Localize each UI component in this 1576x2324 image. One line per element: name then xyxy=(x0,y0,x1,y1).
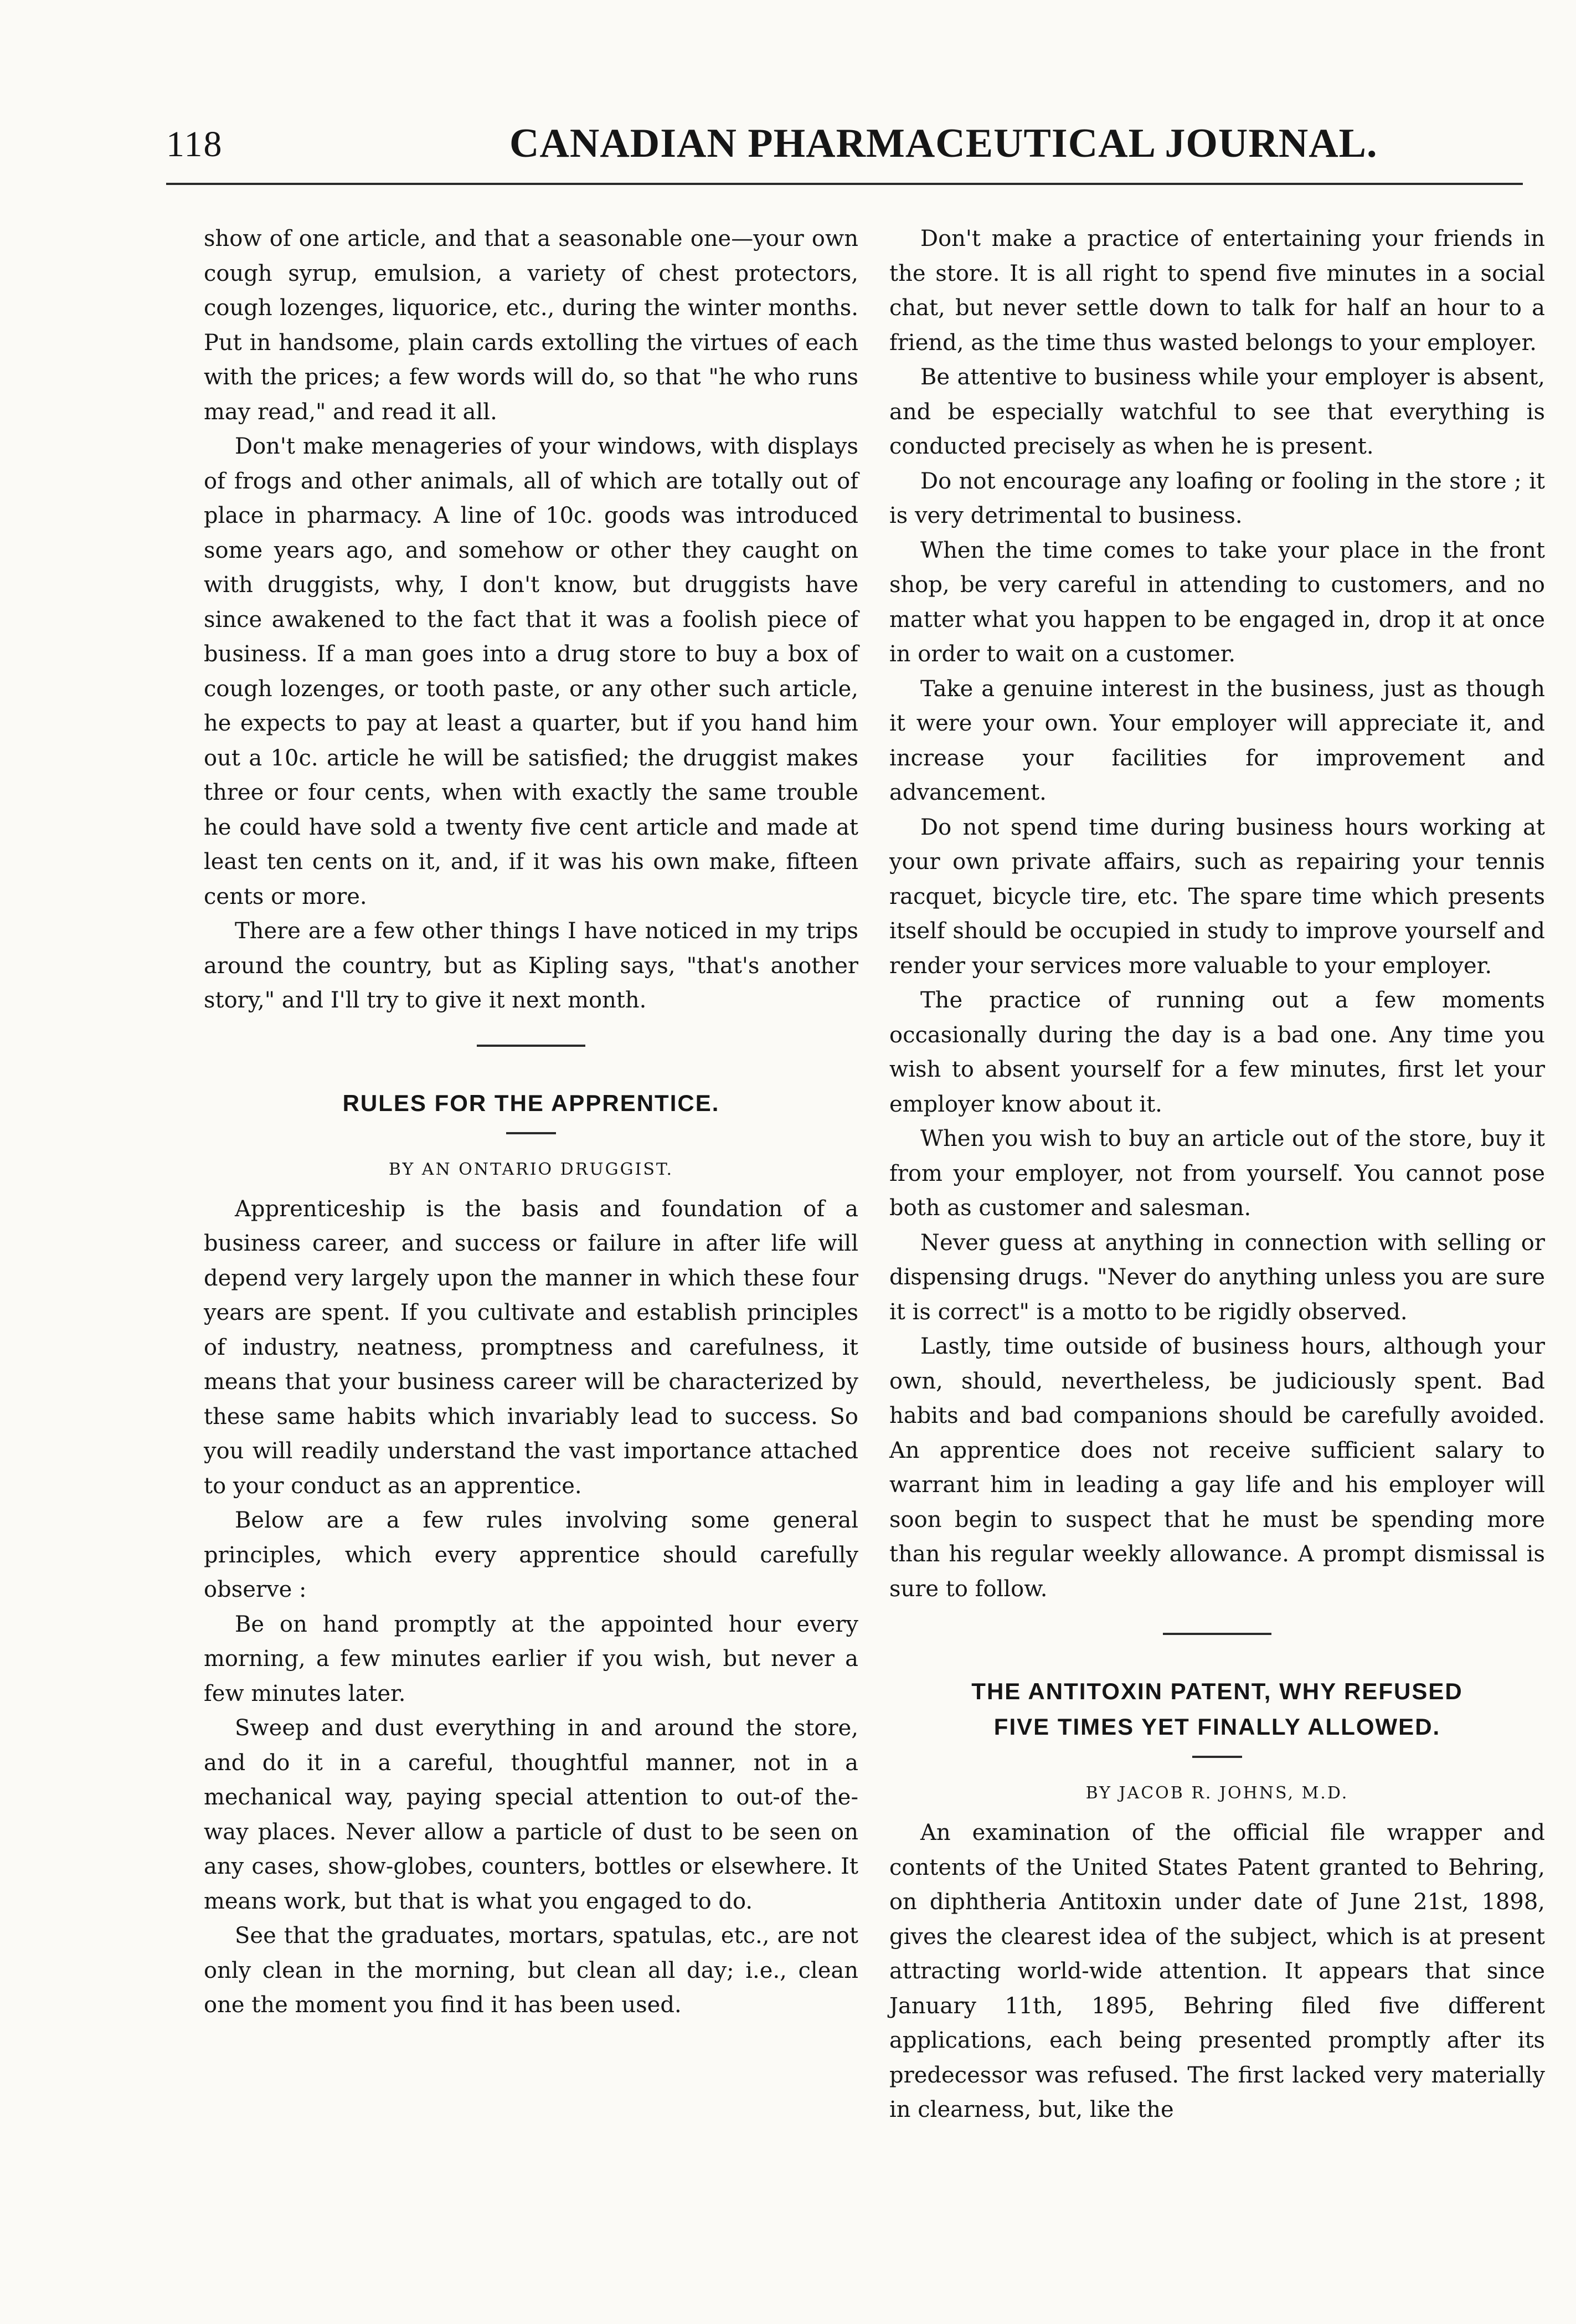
continued-paragraph: show of one article, and that a seasonable one—your own cough syrup, emulsion, a variety of chest protectors, cough lozenges, liquorice, etc., during the winter months. Put in handsome, plain cards extolling the virtues of each with the prices; a few words will do, so that "he who runs may read," and read it all. xyxy=(204,226,858,425)
article-paragraph: Do not spend time during business hours working at your own private affairs, such as repairing your tennis racquet, bicycle tire, etc. The spare time which presents itself should be occupied in study to improve yourself and render your services more valuable to your employer. xyxy=(889,814,1545,979)
article-paragraph: Lastly, time outside of business hours, although your own, should, nevertheless, be judiciously spent. Bad habits and bad companions should be carefully avoided. An apprentice does not receive sufficient salary to warrant him in leading a gay life and his employer will soon begin to suspect that he must be spending more than his regular weekly allowance. A prompt dismissal is sure to follow. xyxy=(889,1334,1545,1602)
article-title-line: THE ANTITOXIN PATENT, WHY REFUSED xyxy=(971,1678,1463,1704)
article-paragraph: The practice of running out a few moments occasionally during the day is a bad one. Any time you wish to absent yourself for a few minutes, first let your employer know about it. xyxy=(889,988,1545,1117)
continued-paragraph: Don't make menageries of your windows, with displays of frogs and other animals, all of which are totally out of place in pharmacy. A line of 10c. goods was introduced some years ago, and somehow or other they caught on with druggists, why, I don't know, but druggists have since awakened to the fact that it was a foolish piece of business. If a man goes into a drug store to buy a box of cough lozenges, or tooth paste, or any other such article, he expects to pay at least a quarter, but if you hand him out a 10c. article he will be satisfied; the druggist makes three or four cents, when with exactly the same trouble he could have sold a twenty five cent article and made at least ten cents on it, and, if it was his own make, fifteen cents or more. xyxy=(204,434,858,909)
article-paragraph: Take a genuine interest in the business, just as though it were your own. Your employer will appreciate it, and increase your facilities for improvement and advancement. xyxy=(889,676,1545,805)
article-paragraph: Sweep and dust everything in and around the store, and do it in a careful, thoughtful manner, not in a mechanical way, paying special attention to out-of the-way places. Never allow a particle of dust to be seen on any cases, show-globes, counters, bottles or elsewhere. It means work, but that is what you engaged to do. xyxy=(204,1715,858,1914)
article-paragraph: Be attentive to business while your employer is absent, and be especially watchful to see that everything is conducted precisely as when he is present. xyxy=(889,364,1545,459)
article-paragraph: Do not encourage any loafing or fooling in the store ; it is very detrimental to business. xyxy=(889,468,1545,528)
article-paragraph: See that the graduates, mortars, spatulas, etc., are not only clean in the morning, but clean all day; i.e., clean one the moment you find it has been used. xyxy=(204,1923,858,2018)
article-paragraph: Apprenticeship is the basis and foundation of a business career, and success or failure in after life will depend very largely upon the manner in which these four years are spent. If you cultivate and establish principles of industry, neatness, promptness and carefulness, it means that your business career will be characterized by these same habits which invariably lead to success. So you will readily understand the vast importance attached to your conduct as an apprentice. xyxy=(204,1196,858,1499)
article-title-line: FIVE TIMES YET FINALLY ALLOWED. xyxy=(993,1714,1441,1740)
title-underline xyxy=(506,1132,556,1134)
article-byline-apprentice: BY AN ONTARIO DRUGGIST. xyxy=(388,1159,674,1179)
left-column xyxy=(204,222,858,2023)
page-number: 118 xyxy=(166,124,223,164)
article-paragraph: Never guess at anything in connection with selling or dispensing drugs. "Never do anything unless you are sure it is correct" is a motto to be rigidly observed. xyxy=(889,1230,1545,1325)
article-paragraph: When you wish to buy an article out of the store, buy it from your employer, not from yourself. You cannot pose both as customer and salesman. xyxy=(889,1126,1545,1221)
section-divider xyxy=(477,1045,585,1047)
section-divider xyxy=(1163,1633,1271,1635)
article-paragraph: Be on hand promptly at the appointed hour every morning, a few minutes earlier if you wish, but never a few minutes later. xyxy=(204,1611,858,1706)
header-rule xyxy=(166,183,1523,185)
article-title-antitoxin xyxy=(889,1674,1545,1745)
article-byline-antitoxin: BY JACOB R. JOHNS, M.D. xyxy=(1085,1783,1349,1803)
right-column xyxy=(889,222,1545,2127)
journal-title: CANADIAN PHARMACEUTICAL JOURNAL. xyxy=(509,121,1378,166)
article-paragraph: When the time comes to take your place in the front shop, be very careful in attending to customers, and no matter what you happen to be engaged in, drop it at once in order to wait on a customer. xyxy=(889,537,1545,667)
article-title-apprentice: RULES FOR THE APPRENTICE. xyxy=(342,1089,720,1116)
continued-paragraph: There are a few other things I have noticed in my trips around the country, but as Kipling says, "that's another story," and I'll try to give it next month. xyxy=(204,918,858,1013)
article-paragraph: An examination of the official file wrapper and contents of the United States Patent granted to Behring, on diphtheria Antitoxin under date of June 21st, 1898, gives the clearest idea of the subject, which is at present attracting world-wide attention. It appears that since January 11th, 1895, Behring filed five different applications, each being presented promptly after its predecessor was refused. The first lacked very materially in clearness, but, like the xyxy=(889,1820,1545,2122)
page-header xyxy=(166,114,1523,174)
article-paragraph: Below are a few rules involving some general principles, which every apprentice should carefully observe : xyxy=(204,1508,858,1602)
title-underline xyxy=(1192,1756,1242,1758)
article-paragraph: Don't make a practice of entertaining your friends in the store. It is all right to spend five minutes in a social chat, but never settle down to talk for half an hour to a friend, as the time thus wasted belongs to your employer. xyxy=(889,226,1545,356)
